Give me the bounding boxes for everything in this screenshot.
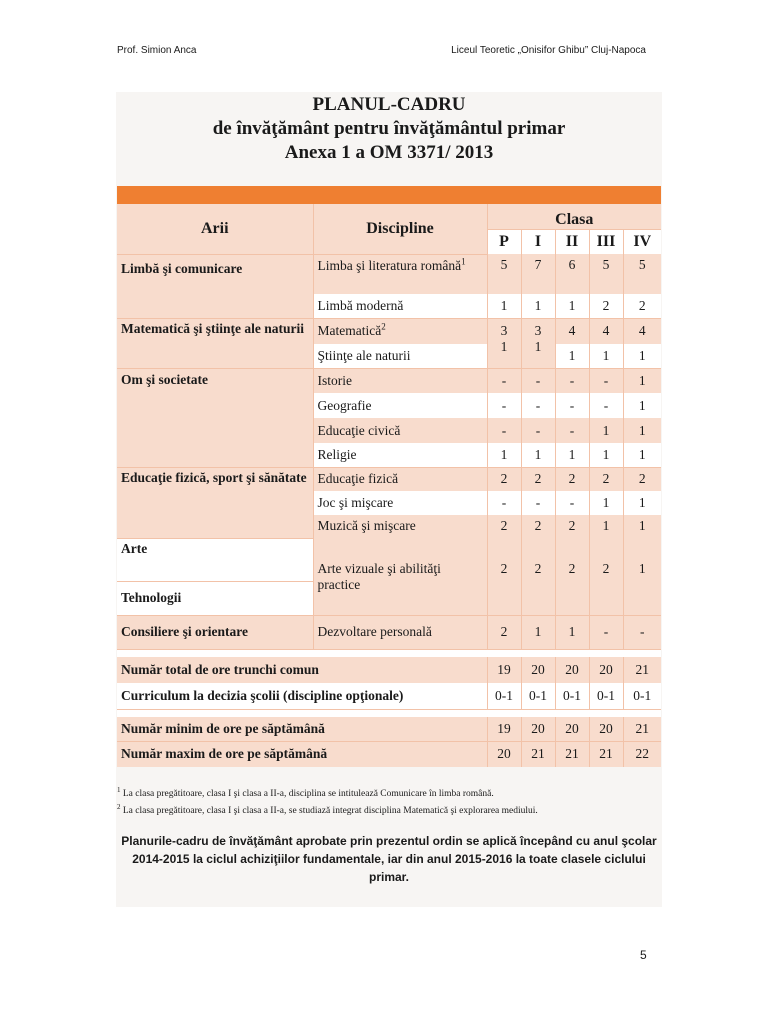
hours-cell: 1 (638, 372, 646, 388)
hours-cell: 2 (487, 515, 521, 558)
hours-cell: 4 (638, 323, 646, 339)
col-header-clasa: Clasa (487, 204, 661, 229)
total-cell: 20 (521, 657, 555, 683)
total-cell: 21 (521, 741, 555, 767)
total-cell: 19 (487, 717, 521, 741)
area-cell: Om şi societate (117, 368, 313, 467)
header-school: Liceul Teoretic „Onisifor Ghibu” Cluj-Napoca (451, 45, 646, 56)
hours-cell: 1 (589, 418, 623, 443)
hours-cell: 2 (638, 471, 646, 487)
hours-cell: - (521, 368, 555, 393)
hours-cell: 2 (555, 515, 589, 558)
area-cell: Educaţie fizică, sport şi sănătate (117, 467, 313, 538)
header-author: Prof. Simion Anca (117, 45, 197, 56)
hours-cell: 2 (487, 615, 521, 649)
hours-cell: - (555, 368, 589, 393)
total-cell: 21 (635, 720, 649, 736)
hours-cell: - (487, 418, 521, 443)
hours-cell: 2 (521, 467, 555, 491)
total-label: Număr minim de ore pe săptămână (117, 717, 487, 741)
hours-cell: - (487, 393, 521, 418)
total-cell: 20 (589, 657, 623, 683)
hours-cell: 2 (623, 294, 661, 318)
total-cell: 21 (555, 741, 589, 767)
class-header: I (521, 229, 555, 254)
discipline-cell: Arte vizuale şi abilităţi practice (313, 558, 487, 615)
hours-cell: 5 (487, 254, 521, 294)
hours-cell: 1 (589, 443, 623, 467)
total-cell: 0-1 (521, 683, 555, 709)
discipline-cell: Geografie (313, 393, 487, 418)
hours-cell: 1 (521, 294, 555, 318)
hours-cell: 2 (555, 558, 589, 615)
hours-cell: 6 (555, 254, 589, 294)
hours-cell: - (487, 368, 521, 393)
area-cell: Matematică şi ştiinţe ale naturii (117, 318, 313, 368)
hours-cell: 1 (487, 443, 521, 467)
hours-cell: - (487, 491, 521, 515)
total-cell: 19 (487, 657, 521, 683)
footnote: $^2$ La clasa pregătitoare, clasa I şi clasa a II-a, se studiază integrat disciplina Matematică şi explorarea mediului. (117, 802, 538, 816)
page-number: 5 (640, 948, 647, 962)
total-cell: 0-1 (589, 683, 623, 709)
discipline-cell: Limba şi literatura română$^1$ (313, 254, 487, 294)
discipline-cell: Educaţie fizică (313, 467, 487, 491)
total-cell: 20 (555, 717, 589, 741)
hours-cell: 2 (589, 294, 623, 318)
hours-cell: 1 (555, 443, 589, 467)
hours-cell: 1 (589, 344, 623, 368)
hours-cell: - (555, 393, 589, 418)
area-cell: Limbă şi comunicare (117, 254, 313, 318)
hours-cell: - (555, 491, 589, 515)
col-header-discipline: Discipline (313, 204, 487, 254)
hours-cell: 1 (623, 344, 661, 368)
hours-cell: - (589, 368, 623, 393)
hours-cell-merged: 3 1 (487, 318, 521, 368)
orange-header-bar (117, 186, 661, 204)
hours-cell: 1 (521, 443, 555, 467)
total-cell: 0-1 (623, 683, 661, 709)
hours-cell: 1 (638, 397, 646, 413)
class-header: P (487, 229, 521, 254)
total-cell: 20 (589, 717, 623, 741)
total-cell: 20 (555, 657, 589, 683)
hours-cell: 1 (638, 518, 646, 533)
hours-cell: 1 (623, 443, 661, 467)
hours-cell: 1 (623, 558, 661, 615)
hours-cell: - (521, 393, 555, 418)
hours-cell: 1 (589, 515, 623, 558)
class-header: II (555, 229, 589, 254)
footnote: $^1$ La clasa pregătitoare, clasa I şi clasa a II-a, disciplina se intitulează Comunicare în limba română. (117, 785, 494, 799)
discipline-cell: Matematică$^2$ (313, 318, 487, 344)
discipline-cell: Dezvoltare personală (313, 615, 487, 649)
hours-cell: 1 (521, 615, 555, 649)
total-cell: 20 (521, 717, 555, 741)
discipline-cell: Educaţie civică (313, 418, 487, 443)
total-cell: 0-1 (487, 683, 521, 709)
hours-cell: 2 (487, 558, 521, 615)
hours-cell: - (623, 615, 661, 649)
hours-cell: 7 (521, 254, 555, 294)
total-label: Curriculum la decizia şcolii (discipline opţionale) (117, 683, 487, 709)
hours-cell: - (589, 615, 623, 649)
area-cell: Arte (117, 538, 313, 581)
total-cell: 21 (635, 662, 649, 677)
hours-cell: 4 (555, 318, 589, 344)
hours-cell: 5 (589, 254, 623, 294)
hours-cell-merged: 3 1 (521, 318, 555, 368)
hours-cell: 2 (487, 467, 521, 491)
class-header: IV (633, 232, 652, 250)
total-cell: 0-1 (555, 683, 589, 709)
discipline-cell: Istorie (313, 368, 487, 393)
total-cell: 21 (589, 741, 623, 767)
discipline-cell: Religie (313, 443, 487, 467)
hours-cell: - (589, 393, 623, 418)
discipline-cell: Muzică şi mişcare (313, 515, 487, 558)
applicability-note: Planurile-cadru de învăţământ aprobate prin prezentul ordin se aplică începând cu anul şcolar 2014-2015 la ciclul achiziţiilor fundamentale, iar din anul 2015-2016 la toate clasele ciclului primar. (121, 834, 657, 884)
title-line-1: PLANUL-CADRU (312, 94, 466, 115)
total-label: Număr maxim de ore pe săptămână (117, 741, 487, 767)
discipline-cell: Ştiinţe ale naturii (313, 344, 487, 368)
hours-cell: 2 (521, 515, 555, 558)
total-cell: 22 (623, 741, 661, 767)
class-header: III (589, 229, 623, 254)
hours-cell: 1 (589, 491, 623, 515)
curriculum-table (117, 204, 661, 767)
title-line-2: de învăţământ pentru învăţământul primar (212, 118, 566, 139)
hours-cell: 1 (555, 615, 589, 649)
total-cell: 20 (487, 741, 521, 767)
hours-cell: 2 (589, 558, 623, 615)
document-title (116, 93, 662, 165)
discipline-cell: Joc şi mişcare (313, 491, 487, 515)
hours-cell: 2 (521, 558, 555, 615)
discipline-cell: Limbă modernă (313, 294, 487, 318)
hours-cell: 1 (638, 495, 646, 510)
area-cell: Consiliere şi orientare (117, 615, 313, 649)
hours-cell: 1 (555, 344, 589, 368)
hours-cell: 5 (638, 257, 646, 272)
hours-cell: 2 (589, 467, 623, 491)
col-header-arii: Arii (117, 204, 313, 254)
area-cell: Tehnologii (117, 581, 313, 615)
hours-cell: - (521, 491, 555, 515)
total-label: Număr total de ore trunchi comun (117, 657, 487, 683)
hours-cell: - (555, 418, 589, 443)
hours-cell: 4 (589, 318, 623, 344)
hours-cell: 1 (555, 294, 589, 318)
hours-cell: 2 (555, 467, 589, 491)
hours-cell: 1 (487, 294, 521, 318)
hours-cell: - (521, 418, 555, 443)
hours-cell: 1 (638, 422, 646, 438)
title-line-3: Anexa 1 a OM 3371/ 2013 (284, 142, 494, 163)
